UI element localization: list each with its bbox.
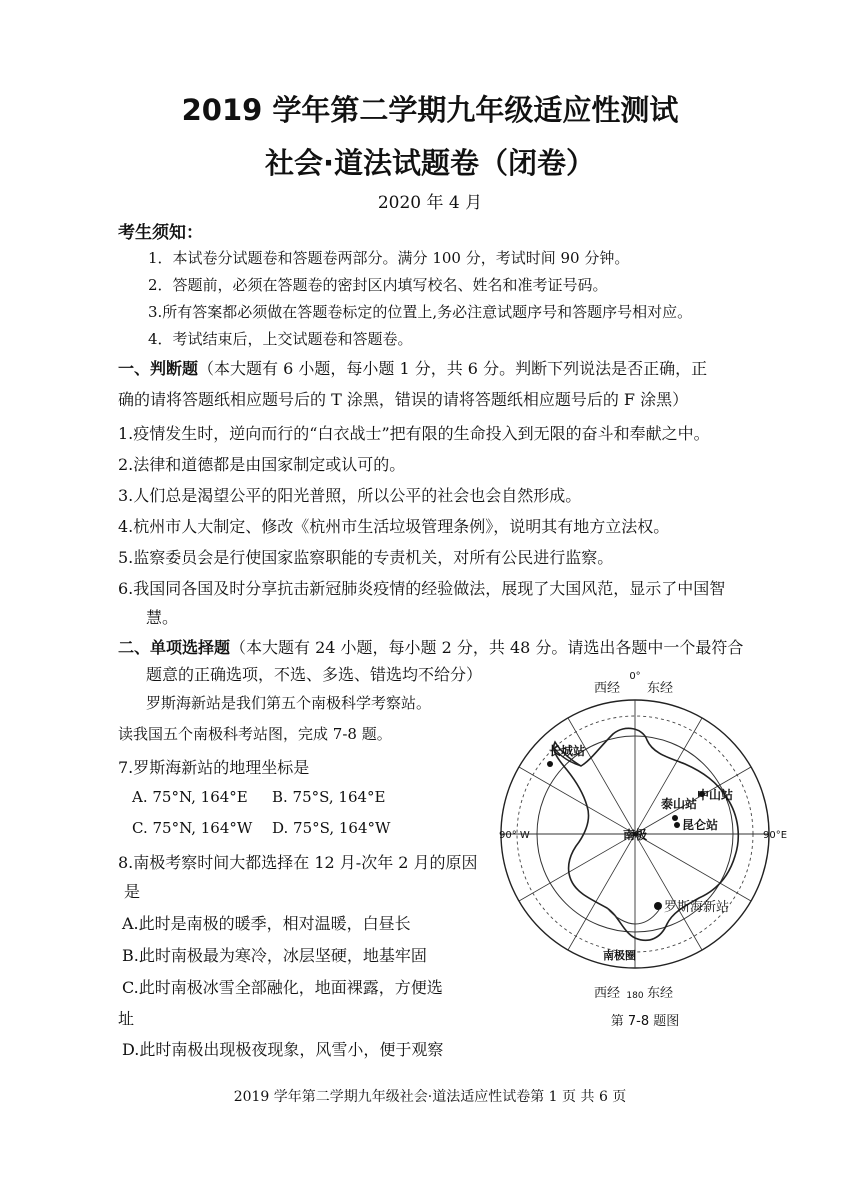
page-footer: 2019 学年第二学期九年级社会·道法适应性试卷第 1 页 共 6 页 [233,1089,627,1105]
section2-desc: （本大题有 24 小题，每小题 2 分，共 48 分。请选出各题中一个最符合 [230,638,744,657]
station-marker [672,815,678,821]
question-8-stem: 8.南极考察时间大都选择在 12 月-次年 2 月的原因 [118,853,478,872]
station-changcheng: 长城站 [549,744,586,758]
question-4: 4.杭州市人大制定、修改《杭州市生活垃圾管理条例》，说明其有地方立法权。 [118,517,670,536]
map-label-90e: 90°E [763,830,788,841]
question-8-option-d: D.此时南极出现极夜现象，风雪小，便于观察 [122,1040,444,1059]
question-6-cont: 慧。 [146,608,179,627]
section1-intro [118,356,707,379]
question-8-option-c: C.此时南极冰雪全部融化，地面裸露，方便选 [122,978,443,997]
map-label-east-top: 东经 [647,681,674,696]
section2-heading: 二、单项选择题 [118,638,231,657]
question-3: 3.人们总是渴望公平的阳光普照，所以公平的社会也会自然形成。 [118,486,582,505]
question-8-option-c-cont: 址 [118,1009,135,1028]
station-marker [654,902,662,910]
station-luosihai: 罗斯海新站 [664,900,730,915]
question-8-option-b: B.此时南极最为寒冷，冰层坚硬，地基牢固 [122,946,427,965]
exam-date: 2020 年 4 月 [377,193,483,213]
map-label-antarctic-circle: 南极圈 [603,949,636,962]
notice-item: 2．答题前，必须在答题卷的密封区内填写校名、姓名和准考证号码。 [148,276,608,294]
material-instruction: 读我国五个南极科考站图，完成 7-8 题。 [118,725,392,743]
station-marker [674,822,680,828]
question-7-option-d: D. 75°S, 164°W [272,819,391,837]
exam-subtitle: 社会·道法试题卷（闭卷） [264,146,596,180]
section2-desc-cont: 题意的正确选项，不选、多选、错选均不给分） [146,665,483,684]
station-marker [547,761,553,767]
map-label-east-bottom: 东经 [647,986,674,1001]
question-8-stem-cont: 是 [124,882,141,901]
question-2: 2.法律和道德都是由国家制定或认可的。 [118,455,406,474]
notice-heading: 考生须知： [118,223,203,243]
map-label-west-bottom: 西经 [593,986,620,1001]
station-zhongshan: 中山站 [697,788,734,802]
material-intro: 罗斯海新站是我们第五个南极科学考察站。 [146,694,432,712]
question-8-option-a: A.此时是南极的暖季，相对温暖，白昼长 [122,914,411,933]
section1-desc: （本大题有 6 小题，每小题 1 分，共 6 分。判断下列说法是否正确，正 [198,359,708,378]
notice-item: 4．考试结束后，上交试题卷和答题卷。 [148,330,413,348]
map-label-south-pole: 南极 [622,828,648,842]
exam-title: 2019 学年第二学期九年级适应性测试 [181,93,679,127]
section1-heading: 一、判断题 [118,359,199,378]
map-label-0deg: 0° [629,671,641,682]
map-label-180: 180 [626,991,644,1001]
question-7-stem: 7.罗斯海新站的地理坐标是 [118,758,310,777]
antarctica-stations-map [495,662,795,1032]
question-1: 1.疫情发生时，逆向而行的“白衣战士”把有限的生命投入到无限的奋斗和奉献之中。 [118,424,710,443]
station-kunlun: 昆仑站 [682,818,719,832]
map-label-90w: 90° W [499,830,530,841]
map-caption: 第 7-8 题图 [610,1014,680,1029]
notice-item: 3.所有答案都必须做在答题卷标定的位置上,务必注意试题序号和答题序号相对应。 [148,303,693,321]
question-7-option-b: B. 75°S, 164°E [272,788,386,806]
question-7-option-c: C. 75°N, 164°W [132,819,253,837]
station-taishan: 泰山站 [661,797,698,811]
question-6: 6.我国同各国及时分享抗击新冠肺炎疫情的经验做法，展现了大国风范，显示了中国智 [118,579,726,598]
question-5: 5.监察委员会是行使国家监察职能的专责机关，对所有公民进行监察。 [118,548,614,567]
section1-desc-cont: 确的请将答题纸相应题号后的 T 涂黑，错误的请将答题纸相应题号后的 F 涂黑） [118,390,689,409]
section2-intro [118,635,743,658]
question-7-option-a: A. 75°N, 164°E [132,788,248,806]
map-label-west-top: 西经 [593,681,620,696]
notice-item: 1．本试卷分试题卷和答题卷两部分。满分 100 分，考试时间 90 分钟。 [148,249,630,267]
